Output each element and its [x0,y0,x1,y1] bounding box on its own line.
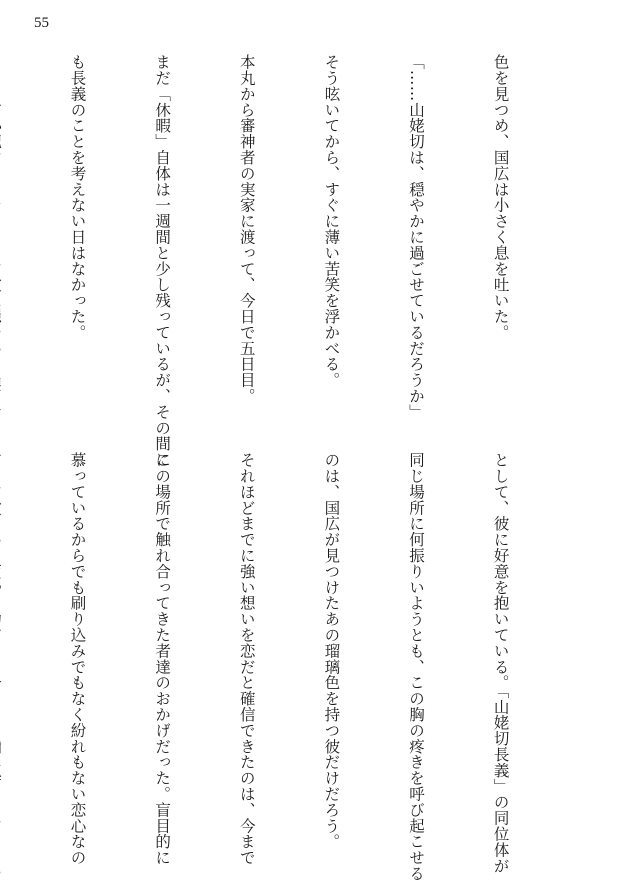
text-line: 本丸から審神者の実家に渡って、今日で五日目。 [237,54,256,404]
text-line: として、彼に好意を抱いている。「山姥切長義」の同位体が [491,452,510,874]
text-line: まだ「休暇」自体は一週間と少し残っているが、その間に [153,54,172,468]
text-line: 同じ場所に何振りいようとも、この胸の疼きを呼び起こせる [406,452,425,882]
text-line [0,452,7,812]
text-line: そう呟いてから、すぐに薄い苦笑を浮かべる。 [322,54,341,388]
text-block-bottom [51,452,571,882]
text-line: 色を見つめ、国広は小さく息を吐いた。 [491,54,510,341]
text-line: も長義のことを考えない日はなかった。 [68,54,87,341]
text-block-top [51,54,571,468]
text-line: 「……山姥切は、穏やかに過ごせているだろうか」 [406,54,425,420]
page-number: 55 [34,15,49,31]
text-line [0,54,7,409]
text-line: この場所で触れ合ってきた者達のおかげだった。盲目的に [153,452,172,866]
text-line: のは、国広が見つけたあの瑠璃色を持つ彼だけだろう。 [322,452,341,850]
text-line: 慕っているからでも刷り込みでもなく紛れもない恋心なの [68,452,87,866]
text-line: それほどまでに強い想いを恋だと確信できたのは、今まで [237,452,256,866]
